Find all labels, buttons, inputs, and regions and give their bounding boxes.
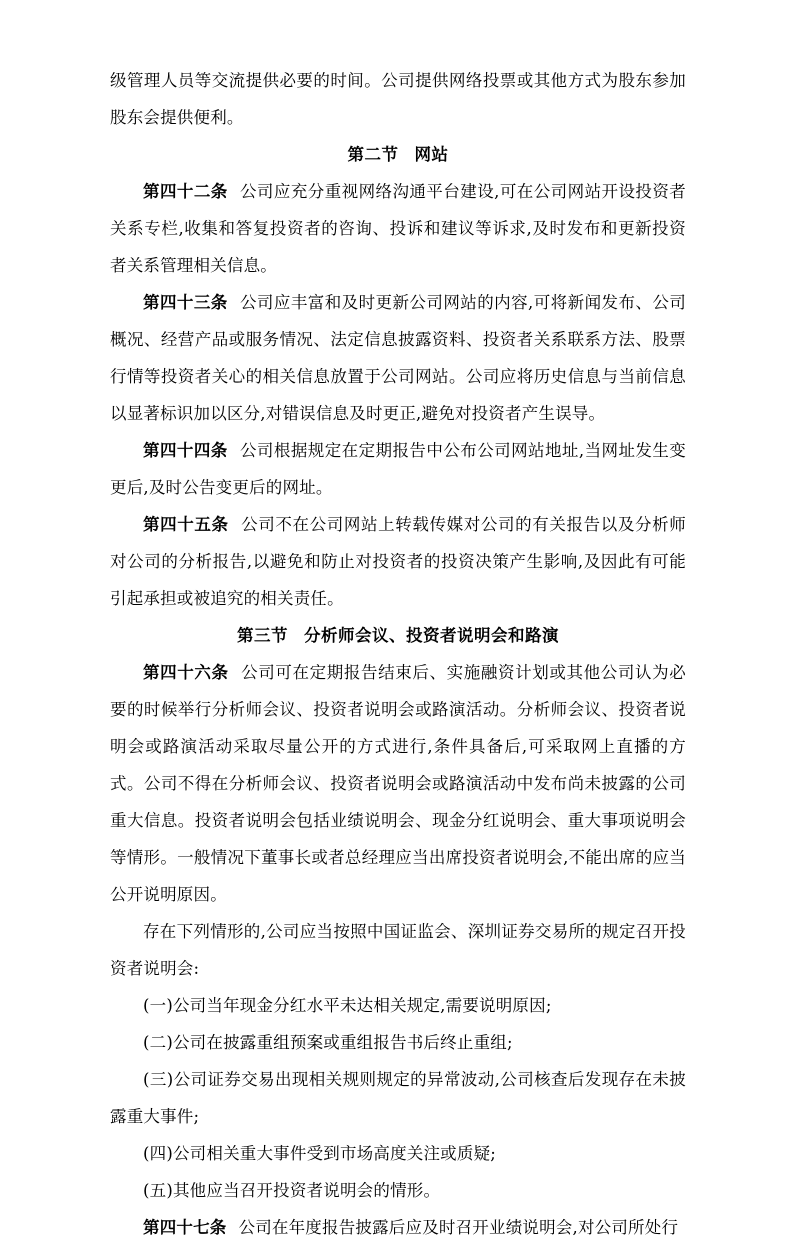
list-item-2: (二)公司在披露重组预案或重组报告书后终止重组; <box>143 1033 513 1052</box>
document-content <box>110 62 686 1246</box>
paragraph-investor-meeting-intro: 存在下列情形的,公司应当按照中国证监会、深圳证券交易所的规定召开投资者说明会: <box>110 922 686 978</box>
paragraph-continuation: 级管理人员等交流提供必要的时间。公司提供网络投票或其他方式为股东参加股东会提供便利。 <box>110 71 686 127</box>
section-heading-2 <box>110 136 686 173</box>
list-item-5: (五)其他应当召开投资者说明会的情形。 <box>143 1181 441 1200</box>
section-heading-3-label: 第三节 <box>237 626 288 645</box>
article-43-lead: 第四十三条 <box>143 293 228 312</box>
article-42-text: 公司应充分重视网络沟通平台建设,可在公司网站开设投资者关系专栏,收集和答复投资者的咨询、投诉和建议等诉求,及时发布和更新投资者关系管理相关信息。 <box>110 182 686 275</box>
section-heading-3 <box>110 617 686 654</box>
section-heading-2-title: 网站 <box>414 145 449 164</box>
article-45-lead: 第四十五条 <box>143 515 229 534</box>
list-item-4: (四)公司相关重大事件受到市场高度关注或质疑; <box>143 1144 497 1163</box>
article-46-lead: 第四十六条 <box>143 663 229 682</box>
article-47-lead: 第四十七条 <box>143 1218 227 1237</box>
section-heading-3-title: 分析师会议、投资者说明会和路演 <box>304 626 559 645</box>
article-47-text: 公司在年度报告披露后应及时召开业绩说明会,对公司所处行 <box>238 1218 679 1237</box>
article-45-text: 公司不在公司网站上转载传媒对公司的有关报告以及分析师对公司的分析报告,以避免和防止对投资者的投资决策产生影响,及因此有可能引起承担或被追究的相关责任。 <box>110 515 687 608</box>
article-42-lead: 第四十二条 <box>143 182 228 201</box>
list-item-3: (三)公司证券交易出现相关规则规定的异常波动,公司核查后发现存在未披露重大事件; <box>110 1070 686 1126</box>
article-46-text: 公司可在定期报告结束后、实施融资计划或其他公司认为必要的时候举行分析师会议、投资者说明会或路演活动。分析师会议、投资者说明会或路演活动采取尽量公开的方式进行,条件具备后,可采取网上直播的方式。公司不得在分析师会议、投资者说明会或路演活动中发布尚未披露的公司重大信息。投资者说明会包括业绩说明会、现金分红说明会、重大事项说明会等情形。一般情况下董事长或者总经理应当出席投资者说明会,不能出席的应当公开说明原因。 <box>110 663 687 904</box>
list-item-1: (一)公司当年现金分红水平未达相关规定,需要说明原因; <box>143 996 552 1015</box>
article-44-lead: 第四十四条 <box>143 441 228 460</box>
article-46 <box>110 654 686 913</box>
article-42 <box>110 173 686 284</box>
article-43-text: 公司应丰富和及时更新公司网站的内容,可将新闻发布、公司概况、经营产品或服务情况、法定信息披露资料、投资者关系联系方法、股票行情等投资者关心的相关信息放置于公司网站。公司应将历史信息与当前信息以显著标识加以区分,对错误信息及时更正,避免对投资者产生误导。 <box>110 293 686 423</box>
article-43 <box>110 284 686 432</box>
article-44 <box>110 432 686 506</box>
article-44-text: 公司根据规定在定期报告中公布公司网站地址,当网址发生变更后,及时公告变更后的网址。 <box>110 441 686 497</box>
section-heading-2-label: 第二节 <box>347 145 399 164</box>
article-47 <box>110 1209 686 1246</box>
article-45 <box>110 506 686 617</box>
